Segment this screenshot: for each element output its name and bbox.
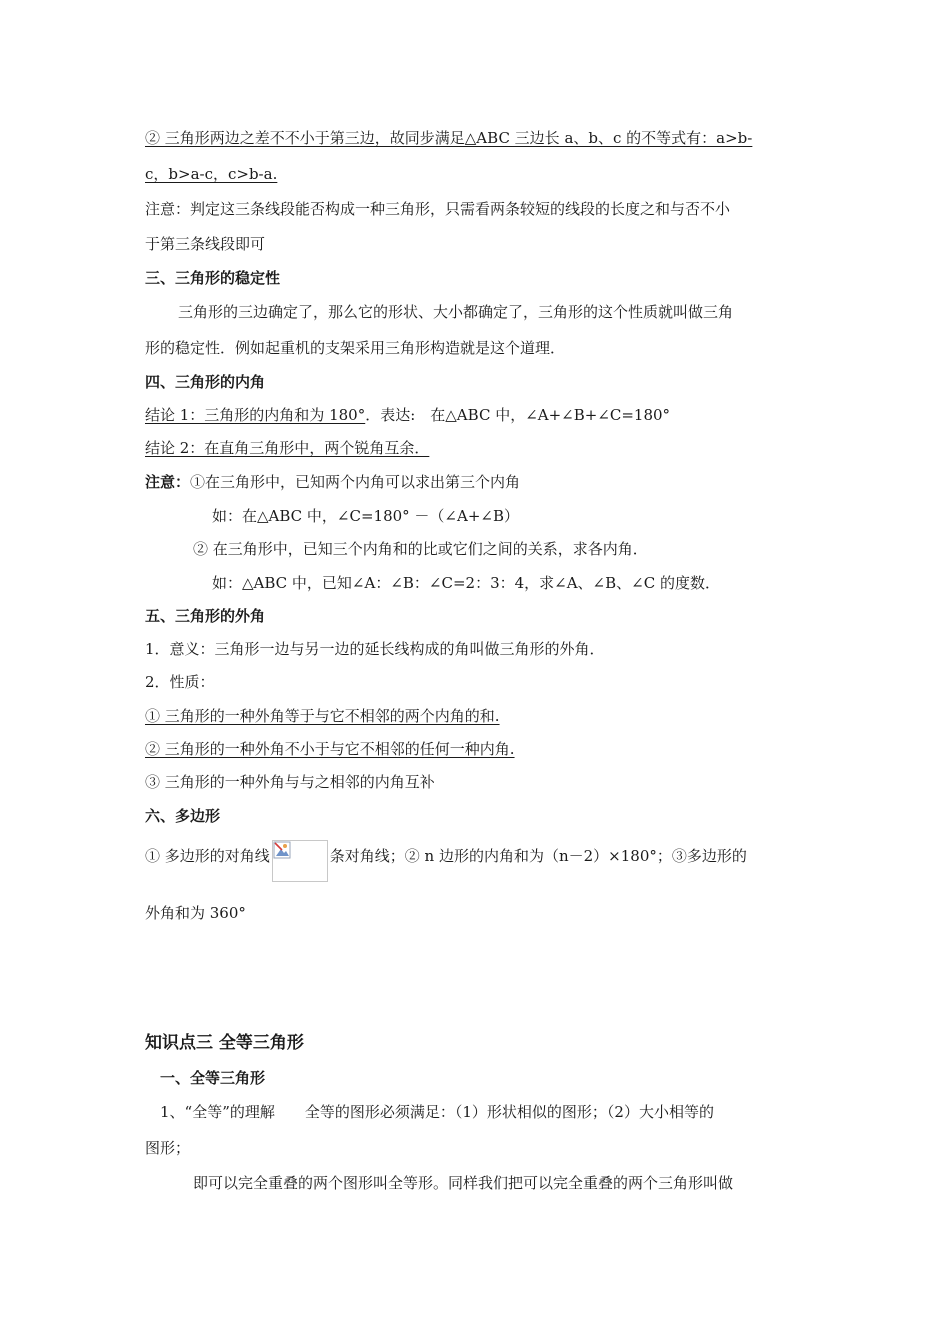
section-heading: 一、全等三角形 — [160, 1069, 266, 1087]
text-line: c，b>a-c，c>b-a. — [145, 165, 278, 183]
text-line: ② 在三角形中，已知三个内角和的比或它们之间的关系，求各内角． — [193, 540, 648, 558]
section-heading: 四、三角形的内角 — [145, 373, 266, 391]
knowledge-point-title: 知识点三 全等三角形 — [145, 1033, 304, 1053]
conclusion-2: 结论 2：在直角三角形中，两个锐角互余． — [145, 439, 430, 457]
text-line: 1、“全等”的理解 全等的图形必须满足：（1）形状相似的图形；（2）大小相等的 — [160, 1103, 714, 1121]
text-line: 注意：判定这三条线段能否构成一种三角形，只需看两条较短的线段的长度之和与否不小 — [145, 200, 731, 218]
text-line: 图形； — [145, 1139, 191, 1157]
property-2: ② 三角形的一种外角不小于与它不相邻的任何一种内角. — [145, 740, 515, 758]
text-line: 2．性质： — [145, 673, 215, 691]
text-line: 形的稳定性．例如起重机的支架采用三角形构造就是这个道理． — [145, 339, 566, 357]
expression: ．表达: 在△ABC 中，∠A+∠B+∠C=180° — [365, 406, 671, 424]
text-line — [145, 846, 747, 882]
text-line — [145, 405, 670, 425]
property-3: ③ 三角形的一种外角与与之相邻的内角互补 — [145, 773, 435, 791]
text-line: 外角和为 360° — [145, 904, 246, 922]
property-1: ① 三角形的一种外角等于与它不相邻的两个内角的和. — [145, 707, 500, 725]
text-line: ② 三角形两边之差不不小于第三边，故同步满足△ABC 三边长 a、b、c 的不等式有：a>b- — [145, 129, 753, 147]
note-label: 注意： — [145, 473, 191, 491]
note-text: ①在三角形中，已知两个内角可以求出第三个内角 — [190, 473, 521, 491]
text-line: 于第三条线段即可 — [145, 235, 266, 253]
text-line: 如：△ABC 中，已知∠A：∠B：∠C=2：3：4，求∠A、∠B、∠C 的度数． — [212, 574, 720, 592]
text-line: 即可以完全重叠的两个图形叫全等形。同样我们把可以完全重叠的两个三角形叫做 — [193, 1174, 734, 1192]
text-part: 条对角线；② n 边形的内角和为（n－2）×180°；③多边形的 — [329, 847, 747, 865]
text-part: ① 多边形的对角线 — [145, 847, 270, 865]
text-line: 三角形的三边确定了，那么它的形状、大小都确定了，三角形的这个性质就叫做三角 — [178, 303, 734, 321]
section-heading: 五、三角形的外角 — [145, 607, 266, 625]
broken-image-icon — [272, 840, 328, 882]
conclusion-1: 结论 1：三角形的内角和为 180° — [145, 406, 366, 424]
text-line: 1．意义：三角形一边与另一边的延长线构成的角叫做三角形的外角． — [145, 640, 605, 658]
text-line: 如：在△ABC 中，∠C=180° －（∠A+∠B） — [212, 507, 519, 525]
text-line — [145, 472, 520, 492]
section-heading: 三、三角形的稳定性 — [145, 269, 281, 287]
section-heading: 六、多边形 — [145, 807, 221, 825]
